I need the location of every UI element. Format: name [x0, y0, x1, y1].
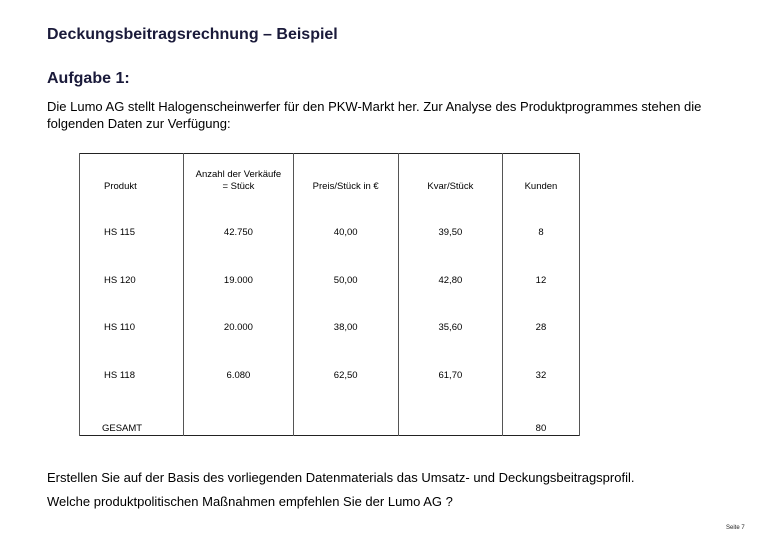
cell-total-price: [293, 388, 398, 436]
cell-sales: 19.000: [184, 245, 293, 293]
table-header-row: [80, 154, 580, 198]
cell-total-kvar: [398, 388, 502, 436]
header-customers: Kunden: [502, 154, 579, 198]
table-row: [80, 340, 580, 388]
table-row: [80, 245, 580, 293]
cell-price: 50,00: [293, 245, 398, 293]
header-product: Produkt: [80, 154, 184, 198]
cell-customers: 12: [502, 245, 579, 293]
cell-price: 62,50: [293, 340, 398, 388]
cell-sales: 20.000: [184, 293, 293, 341]
cell-product: HS 120: [80, 245, 184, 293]
cell-product: HS 118: [80, 340, 184, 388]
question-1: Erstellen Sie auf der Basis des vorliegenden Datenmaterials das Umsatz- und Deckungsbeitragsprofil.: [47, 470, 635, 485]
cell-sales: 42.750: [184, 198, 293, 246]
table-row: [80, 198, 580, 246]
cell-price: 40,00: [293, 198, 398, 246]
header-sales: [184, 154, 293, 198]
cell-kvar: 42,80: [398, 245, 502, 293]
task-intro: Die Lumo AG stellt Halogenscheinwerfer für den PKW-Markt her. Zur Analyse des Produktprogrammes stehen die folgenden Daten zur Verfügung:: [47, 99, 702, 131]
cell-total-sales: [184, 388, 293, 436]
cell-customers: 28: [502, 293, 579, 341]
header-sales-label: Anzahl der Verkäufe = Stück: [195, 168, 282, 192]
header-kvar: Kvar/Stück: [398, 154, 502, 198]
task-heading: Aufgabe 1:: [47, 70, 130, 87]
cell-sales: 6.080: [184, 340, 293, 388]
cell-total-label: GESAMT: [80, 388, 184, 436]
cell-customers: 8: [502, 198, 579, 246]
cell-product: HS 115: [80, 198, 184, 246]
cell-kvar: 61,70: [398, 340, 502, 388]
cell-kvar: 39,50: [398, 198, 502, 246]
page-title: Deckungsbeitragsrechnung – Beispiel: [47, 26, 338, 43]
cell-price: 38,00: [293, 293, 398, 341]
cell-kvar: 35,60: [398, 293, 502, 341]
cell-product: HS 110: [80, 293, 184, 341]
page-number: Seite 7: [726, 525, 745, 531]
table-total-row: [80, 388, 580, 436]
cell-total-customers: 80: [502, 388, 579, 436]
product-data-table: [79, 153, 580, 436]
header-price: Preis/Stück in €: [293, 154, 398, 198]
table-row: [80, 293, 580, 341]
question-2: Welche produktpolitischen Maßnahmen empfehlen Sie der Lumo AG ?: [47, 494, 453, 509]
cell-customers: 32: [502, 340, 579, 388]
